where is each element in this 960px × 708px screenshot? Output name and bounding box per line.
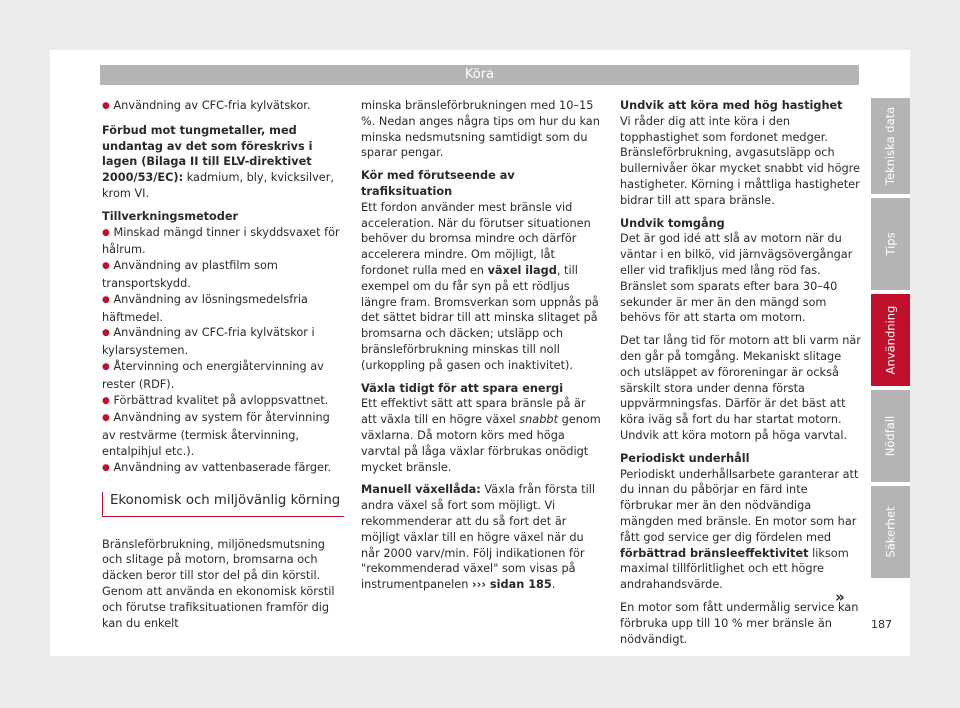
list-item: ● Användning av vattenbaserade färger. xyxy=(102,460,332,474)
bullet-icon: ● xyxy=(102,261,110,272)
column-1 xyxy=(102,98,344,638)
paragraph: Det är god idé att slå av motorn när du väntar i en bilkö, vid järnvägsövergångar eller vid trafikljus med lång röd fas. Bränslet som sparats efter bara 30–40 sekunder är mer än den mängd som behövs för att starta om motorn. xyxy=(620,232,853,325)
tab-anvandning[interactable]: Användning xyxy=(871,294,910,386)
page-header: Köra xyxy=(100,65,859,85)
list-item: ● Återvinning och energiåtervinning av rester (RDF). xyxy=(102,359,324,391)
tab-tekniska-data[interactable]: Tekniska data xyxy=(871,98,910,194)
tab-tips[interactable]: Tips xyxy=(871,198,910,290)
paragraph: Det tar lång tid för motorn att bli varm när den går på tomgång. Mekaniskt slitage och utsläppet av föroreningar är också särskilt stora under denna första uppvärmningsfas. Därför är det bäst att köra iväg så fort du har startat motorn. Undvik att köra motorn på höga varvtal. xyxy=(620,334,861,442)
section-heading: Ekonomisk och miljövänlig körning xyxy=(102,492,344,517)
column-2 xyxy=(361,98,603,600)
intro-paragraph: Bränsleförbrukning, miljönedsmutsning och slitage på motorn, bromsarna och däcken beror till stor del på din körstil. Genom att använda en ekonomisk körstil och förutse trafiksituationen framför dig kan du enkelt xyxy=(102,537,335,630)
subheading-maintenance: Periodiskt underhåll xyxy=(620,451,750,465)
bullet-icon: ● xyxy=(102,395,110,406)
tab-nodfall[interactable]: Nödfall xyxy=(871,390,910,482)
list-item: ● Användning av CFC-fria kylvätskor i kylarsystemen. xyxy=(102,326,315,358)
paragraph: Vi råder dig att inte köra i den topphastighet som fordonet medger. Bränsleförbrukning, avgasutsläpp och bullernivåer ökar mycket snabbt vid högre hastigheter. Körning i måttliga hastigheter bidrar till att spara bränsle. xyxy=(620,114,861,207)
heavy-metals-paragraph: Förbud mot tungmetaller, med undantag av det som föreskrivs i lagen (Bilaga II till ELV-direktivet 2000/53/EC): kadmium, bly, kvicksilver, krom VI. xyxy=(102,123,334,200)
tab-sakerhet[interactable]: Säkerhet xyxy=(871,486,910,578)
bullet-icon: ● xyxy=(102,227,110,238)
bullet-icon: ● xyxy=(102,413,110,424)
list-item: ● Användning av CFC-fria kylvätskor. xyxy=(102,99,311,112)
paragraph: Ett fordon använder mest bränsle vid acceleration. När du förutser situationen behöver du bromsa mindre och därför accelerera mindre. Om möjligt, låt fordonet rulla med en växel ilagd, till exempel om du får syn på ett rödljus längre fram. Bromsverkan som uppnås på det sättet bidrar till att minska slitaget på bromsarna och däcken; utsläpp och bränsleförbrukning minskas till noll (urkoppling på gasen och inaktivitet). xyxy=(361,200,599,372)
bullet-icon: ● xyxy=(102,294,110,305)
paragraph: Periodiskt underhållsarbete garanterar att du innan du påbörjar en färd inte förbrukar mer än den nödvändiga mängden med bränsle. En motor som har fått god service ger dig fördelen med förbättrad bränsleeffektivitet liksom maximal tillförlitlighet och ett högre andrahandsvärde. xyxy=(620,467,859,592)
bullet-icon: ● xyxy=(102,462,110,473)
subheading-idle: Undvik tomgång xyxy=(620,216,725,230)
page-reference-link[interactable]: ››› sidan 185 xyxy=(472,578,552,592)
list-item: ● Användning av plastfilm som transportskydd. xyxy=(102,259,278,290)
column-3 xyxy=(620,98,862,654)
paragraph: Manuell växellåda: Växla från första till andra växel så fort som möjligt. Vi rekommenderar att du så fort det är möjligt växlar till en högre växel när du når 2000 varv/min. Följ indikationen för "rekommenderad växel" som visas på instrumentpanelen ››› sidan 185. xyxy=(361,483,596,592)
subheading-high-speed: Undvik att köra med hög hastighet xyxy=(620,99,843,112)
bullet-icon: ● xyxy=(102,101,110,111)
side-tabs xyxy=(871,98,910,582)
paragraph: En motor som fått undermålig service kan förbruka upp till 10 % mer bränsle än nödvändigt. xyxy=(620,600,859,646)
list-item: ● Användning av lösningsmedelsfria häftmedel. xyxy=(102,292,308,324)
continue-icon: » xyxy=(835,588,845,606)
manufacturing-heading: Tillverkningsmetoder xyxy=(102,209,239,223)
paragraph: minska bränsleförbrukningen med 10–15 %. Nedan anges några tips om hur du kan minska nedsmutsning samtidigt som du sparar pengar. xyxy=(361,99,600,160)
page-number: 187 xyxy=(871,618,892,631)
subheading-shift-early: Växla tidigt för att spara energi xyxy=(361,381,564,395)
list-item: ● Förbättrad kvalitet på avloppsvattnet. xyxy=(102,393,329,407)
bullet-icon: ● xyxy=(102,328,110,339)
subheading-anticipate: Kör med förutseende av trafiksituation xyxy=(361,169,515,198)
paragraph: Ett effektivt sätt att spara bränsle på är att växla till en högre växel snabbt genom växlarna. Då motorn körs med höga varvtal på låga växlar förbrukas onödigt mycket bränsle. xyxy=(361,397,601,474)
list-item: ● Användning av system för återvinning av restvärme (termisk återvinning, entalpihjul etc.). xyxy=(102,411,330,458)
list-item: ● Minskad mängd tinner i skyddsvaxet för hålrum. xyxy=(102,225,340,257)
bullet-icon: ● xyxy=(102,361,110,372)
